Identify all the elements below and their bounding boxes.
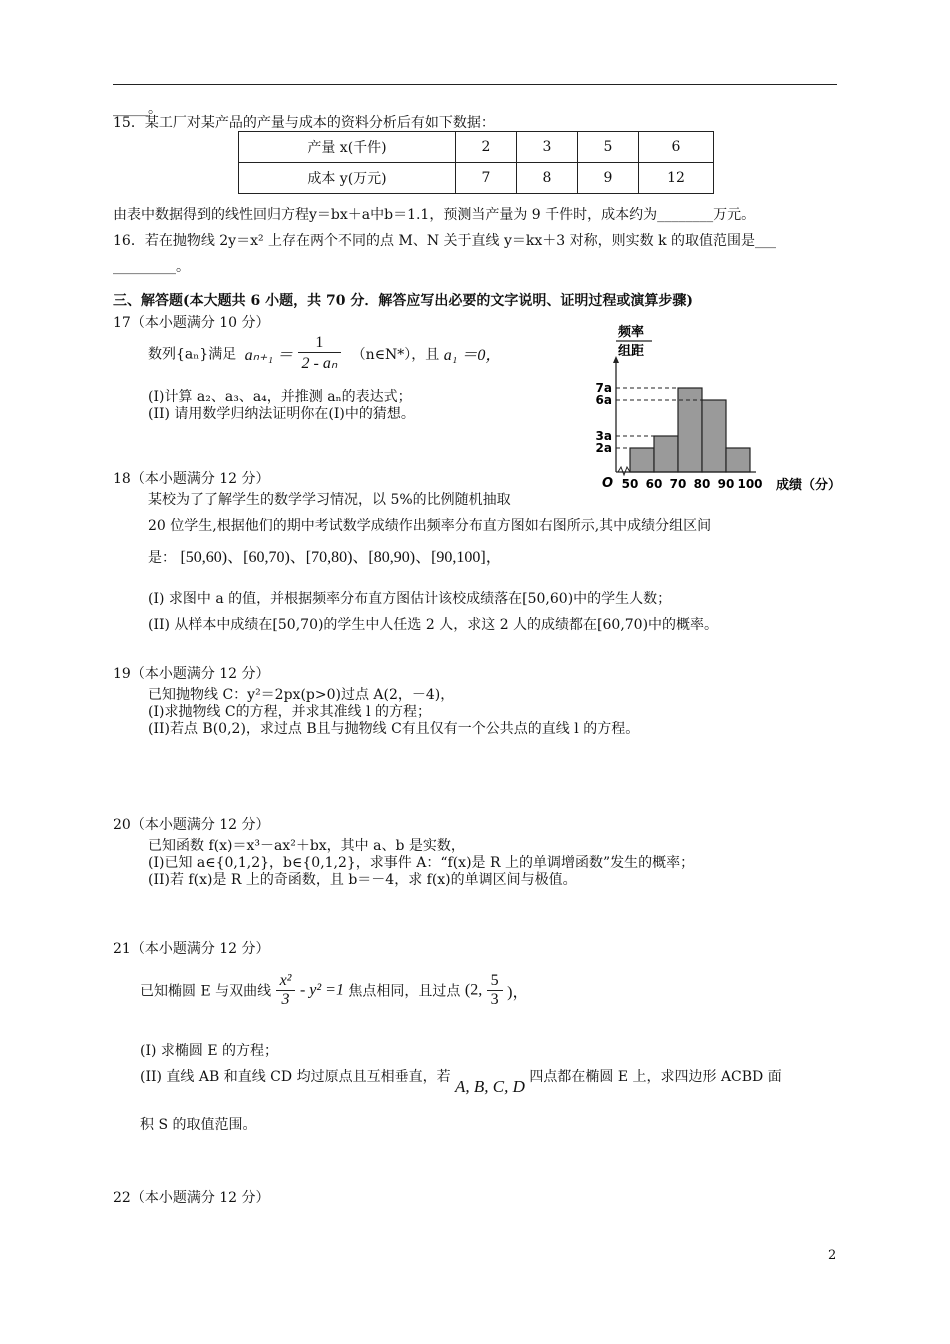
q15-data-table bbox=[238, 131, 714, 194]
q15-tail: 由表中数据得到的线性回归方程y＝bx＋a中b＝1.1，预测当产量为 9 千件时，成本约为________万元。 bbox=[113, 207, 756, 223]
q19-line1: 已知抛物线 C：y²＝2px(p>0)过点 A(2，－4)， bbox=[148, 687, 455, 703]
q15-stem: 15．某工厂对某产品的产量与成本的资料分析后有如下数据： bbox=[113, 115, 495, 131]
y-tick-label: 2a bbox=[595, 441, 612, 455]
q21-part2-line2: 积 S 的取值范围。 bbox=[140, 1117, 257, 1133]
y-tick-label: 3a bbox=[595, 429, 612, 443]
q22-heading: 22（本小题满分 12 分） bbox=[113, 1190, 270, 1206]
x-tick-label: 60 bbox=[645, 477, 663, 491]
fraction-numerator: 1 bbox=[298, 334, 342, 353]
x-tick-label: 90 bbox=[717, 477, 735, 491]
histogram-bar bbox=[654, 436, 678, 472]
q20-heading: 20（本小题满分 12 分） bbox=[113, 817, 270, 833]
table-cell: 12 bbox=[639, 163, 714, 194]
point-close: )， bbox=[507, 984, 529, 1001]
q21-line1 bbox=[140, 972, 528, 1009]
q21-part2-line1 bbox=[140, 1066, 782, 1097]
q21-points: A, B, C, D bbox=[455, 1077, 525, 1096]
q18-line3 bbox=[148, 544, 502, 567]
y-tick-label: 6a bbox=[595, 393, 612, 407]
q18-heading: 18（本小题满分 12 分） bbox=[113, 471, 270, 487]
q17-recurrence-lhs: aₙ₊₁ ＝ bbox=[244, 347, 294, 364]
table-cell: 成本 y(万元) bbox=[239, 163, 456, 194]
q18-part2: (II) 从样本中成绩在[50,70)的学生中人任选 2 人，求这 2 人的成绩都在[60,70)中的概率。 bbox=[148, 617, 719, 633]
table-cell: 3 bbox=[517, 132, 578, 163]
fraction-denominator: 3 bbox=[281, 991, 290, 1008]
q17-stem-b: （n∈N*），且 bbox=[351, 346, 440, 363]
prev-answer-blank: _____。 bbox=[113, 101, 162, 117]
header-rule bbox=[113, 84, 837, 85]
q21-part2-a: (II) 直线 AB 和直线 CD 均过原点且互相垂直，若 bbox=[140, 1069, 451, 1085]
frequency-histogram bbox=[580, 318, 855, 500]
q19-part2: (II)若点 B(0,2)，求过点 B且与抛物线 C有且仅有一个公共点的直线 l 的方程。 bbox=[148, 721, 640, 737]
table-cell: 5 bbox=[578, 132, 639, 163]
fraction-numerator: x² bbox=[276, 972, 296, 991]
q17-heading: 17（本小题满分 10 分） bbox=[113, 315, 270, 331]
q18-intervals: [50,60)、[60,70)、[70,80)、[80,90)、[90,100]， bbox=[180, 549, 502, 566]
q17-fraction bbox=[298, 334, 342, 373]
table-cell: 8 bbox=[517, 163, 578, 194]
page-number: 2 bbox=[828, 1248, 837, 1263]
q21-part1: (I) 求椭圆 E 的方程； bbox=[140, 1043, 279, 1059]
hyperbola-fraction bbox=[276, 972, 296, 1009]
q20-part1: (I)已知 a∈{0,1,2}，b∈{0,1,2}，求事件 A：“f(x)是 R 上的单调增函数”发生的概率； bbox=[148, 855, 695, 871]
q20-part2: (II)若 f(x)是 R 上的奇函数，且 b＝－4，求 f(x)的单调区间与极值。 bbox=[148, 872, 577, 888]
fraction-denominator: 3 bbox=[490, 991, 499, 1008]
q16-line2: _________。 bbox=[113, 259, 190, 275]
q21-line1-a: 已知椭圆 E 与双曲线 bbox=[140, 983, 272, 1000]
section-title: 三、解答题(本大题共 6 小题，共 70 分．解答应写出必要的文字说明、证明过程或演算步骤) bbox=[113, 293, 693, 309]
y-axis-label-top: 频率 bbox=[618, 325, 645, 340]
q19-heading: 19（本小题满分 12 分） bbox=[113, 666, 270, 682]
histogram-bar bbox=[702, 400, 726, 472]
histogram-bar bbox=[630, 448, 654, 472]
histogram-bar bbox=[678, 388, 702, 472]
histogram-bar bbox=[726, 448, 750, 472]
q17-stem bbox=[148, 334, 501, 373]
x-tick-label: 50 bbox=[621, 477, 639, 491]
q21-heading: 21（本小题满分 12 分） bbox=[113, 941, 270, 957]
origin-label: O bbox=[602, 476, 614, 491]
table-row bbox=[239, 163, 714, 194]
y-axis-label-bottom: 组距 bbox=[618, 344, 645, 359]
q18-line2: 20 位学生,根据他们的期中考试数学成绩作出频率分布直方图如右图所示,其中成绩分组区间 bbox=[148, 518, 712, 534]
table-cell: 9 bbox=[578, 163, 639, 194]
fraction-denominator: 2 - aₙ bbox=[301, 355, 338, 372]
x-axis-label: 成绩（分） bbox=[776, 478, 842, 493]
q17-part2: (II) 请用数学归纳法证明你在(I)中的猜想。 bbox=[148, 406, 415, 422]
hyperbola-rest: - y² =1 bbox=[299, 981, 344, 999]
q20-line1: 已知函数 f(x)＝x³－ax²＋bx，其中 a、b 是实数， bbox=[148, 838, 465, 854]
q18-line3-prefix: 是： bbox=[148, 550, 176, 566]
q19-part1: (I)求抛物线 C的方程，并求其准线 l 的方程； bbox=[148, 704, 431, 720]
table-cell: 2 bbox=[456, 132, 517, 163]
point-fraction bbox=[487, 972, 503, 1009]
q18-line1: 某校为了了解学生的数学学习情况，以 5%的比例随机抽取 bbox=[148, 492, 511, 508]
q17-part1: (I)计算 a₂、a₃、a₄，并推测 aₙ的表达式； bbox=[148, 389, 412, 405]
table-cell: 7 bbox=[456, 163, 517, 194]
x-tick-label: 70 bbox=[669, 477, 687, 491]
table-row bbox=[239, 132, 714, 163]
q18-part1: (I) 求图中 a 的值，并根据频率分布直方图估计该校成绩落在[50,60)中的学生人数； bbox=[148, 591, 672, 607]
x-tick-label: 100 bbox=[737, 477, 763, 491]
fraction-numerator: 5 bbox=[487, 972, 503, 991]
q16-line1: 16．若在抛物线 2y＝x² 上存在两个不同的点 M、N 关于直线 y＝kx＋3 对称，则实数 k 的取值范围是___ bbox=[113, 233, 777, 249]
x-tick-label: 80 bbox=[693, 477, 711, 491]
q21-part2-b: 四点都在椭圆 E 上，求四边形 ACBD 面 bbox=[529, 1069, 782, 1085]
table-cell: 6 bbox=[639, 132, 714, 163]
q17-stem-a: 数列{aₙ}满足 bbox=[148, 346, 237, 363]
point-open: (2, bbox=[464, 981, 483, 999]
q21-line1-b: 焦点相同，且过点 bbox=[348, 983, 461, 1000]
q17-initial: a₁ ＝0， bbox=[443, 347, 502, 364]
axis-break-zigzag bbox=[618, 467, 630, 475]
table-cell: 产量 x(千件) bbox=[239, 132, 456, 163]
y-tick-label: 7a bbox=[595, 381, 612, 395]
